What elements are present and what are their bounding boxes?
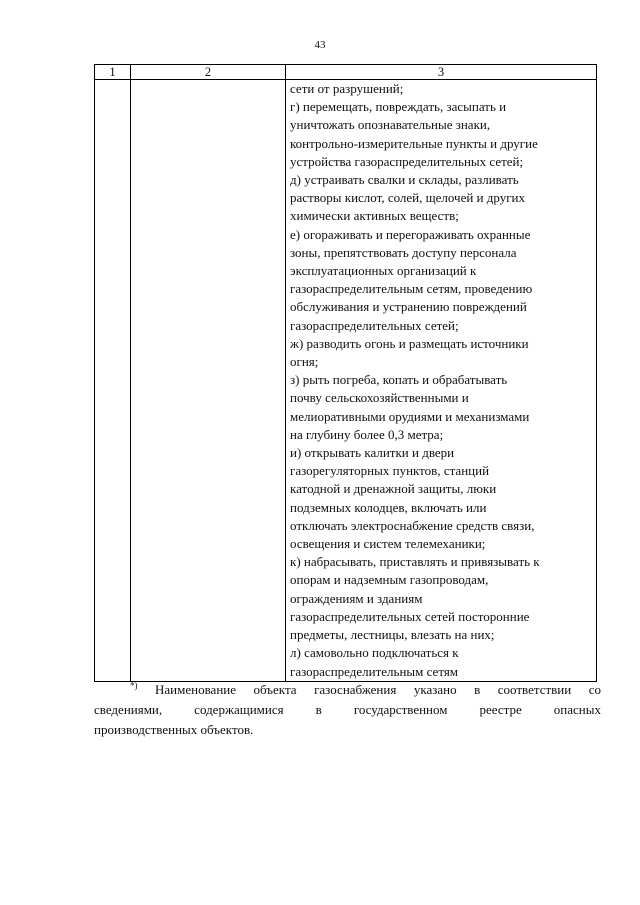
- list-item: опорам и надземным газопроводам,: [290, 572, 489, 588]
- cell-column-2: [131, 80, 286, 682]
- list-item: устройства газораспределительных сетей;: [290, 153, 524, 169]
- cell-column-1: [95, 80, 131, 682]
- footnote-line: [94, 680, 601, 700]
- list-item: д) устраивать свалки и склады, разливать: [290, 172, 519, 188]
- list-item: е) огораживать и перегораживать охранные: [290, 226, 531, 242]
- list-item: растворы кислот, солей, щелочей и других: [290, 190, 526, 206]
- table-row: [95, 80, 597, 682]
- list-item: ограждениям и зданиям: [290, 590, 423, 606]
- list-item: к) набрасывать, приставлять и привязывать к: [290, 554, 540, 570]
- table-header-row: [95, 65, 597, 80]
- list-item: огня;: [290, 354, 319, 370]
- list-item: катодной и дренажной защиты, люки: [290, 481, 497, 497]
- column-header-2: 2: [131, 65, 286, 80]
- list-item: подземных колодцев, включать или: [290, 499, 487, 515]
- list-item: мелиоративными орудиями и механизмами: [290, 408, 530, 424]
- list-item: предметы, лестницы, влезать на них;: [290, 627, 495, 643]
- list-item: ж) разводить огонь и размещать источники: [290, 335, 529, 351]
- list-item: сети от разрушений;: [290, 81, 404, 96]
- list-item: освещения и систем телемеханики;: [290, 536, 486, 552]
- page-number: 43: [314, 39, 326, 51]
- footnote: [94, 680, 601, 740]
- prohibitions-list: [286, 80, 596, 681]
- list-item: зоны, препятствовать доступу персонала: [290, 244, 517, 260]
- list-item: эксплуатационных организаций к: [290, 263, 477, 279]
- list-item: химически активных веществ;: [290, 208, 459, 224]
- requirements-table: [94, 64, 597, 682]
- footnote-marker: *): [130, 680, 138, 691]
- list-item: газораспределительных сетей посторонние: [290, 608, 530, 624]
- list-item: газорегуляторных пунктов, станций: [290, 463, 490, 479]
- cell-column-3: [286, 80, 597, 682]
- list-item: газораспределительных сетей;: [290, 317, 459, 333]
- column-header-3: 3: [286, 65, 597, 80]
- list-item: г) перемещать, повреждать, засыпать и: [290, 99, 507, 115]
- footnote-line: сведениями, содержащимися в государственном реестре опасных: [94, 702, 601, 717]
- list-item: контрольно-измерительные пункты и другие: [290, 135, 538, 151]
- list-item: и) открывать калитки и двери: [290, 445, 455, 461]
- list-item: уничтожать опознавательные знаки,: [290, 117, 491, 133]
- footnote-text: Наименование объекта газоснабжения указано в соответствии со: [155, 682, 601, 697]
- footnote-line: производственных объектов.: [94, 722, 254, 737]
- list-item: газораспределительным сетям: [290, 663, 459, 679]
- column-header-1: 1: [95, 65, 131, 80]
- list-item: почву сельскохозяйственными и: [290, 390, 469, 406]
- list-item: л) самовольно подключаться к: [290, 645, 459, 661]
- list-item: отключать электроснабжение средств связи,: [290, 517, 535, 533]
- list-item: з) рыть погреба, копать и обрабатывать: [290, 372, 508, 388]
- list-item: обслуживания и устранению повреждений: [290, 299, 527, 315]
- list-item: газораспределительным сетям, проведению: [290, 281, 533, 297]
- list-item: на глубину более 0,3 метра;: [290, 426, 444, 442]
